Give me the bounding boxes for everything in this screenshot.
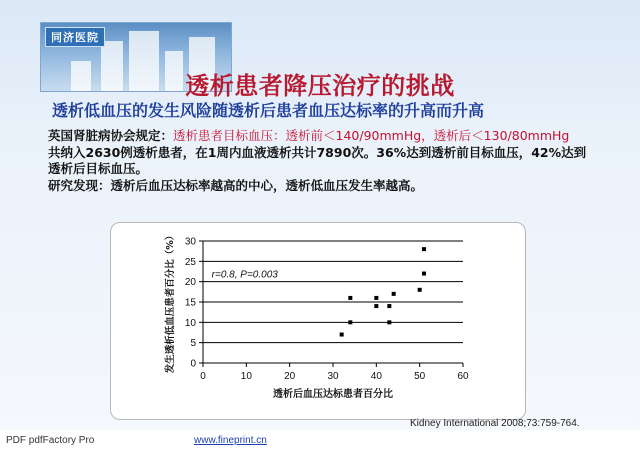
y-tick-label: 30 (184, 236, 196, 248)
chart-container (110, 222, 526, 420)
data-point (418, 288, 422, 292)
hospital-logo: 同济医院 (45, 27, 105, 47)
y-axis-label: 发生透析低血压患者百分比（%） (165, 230, 176, 374)
y-tick-label: 15 (184, 297, 196, 309)
scatter-chart (111, 223, 525, 419)
body-text (48, 128, 596, 194)
data-point (422, 272, 426, 276)
guideline-line (48, 128, 596, 145)
footer (0, 432, 640, 452)
slide-title: 透析患者降压治疗的挑战 (185, 72, 455, 100)
target-bp-text: 透析患者目标血压：透析前＜140/90mmHg，透析后＜130/80mmHg (173, 128, 570, 143)
study-finding: 研究发现：透析后血压达标率越高的中心，透析低血压发生率越高。 (48, 177, 424, 193)
data-point (340, 333, 344, 337)
slide-subtitle: 透析低血压的发生风险随透析后患者血压达标率的升高而升高 (52, 101, 485, 120)
x-tick-label: 50 (414, 371, 426, 382)
x-tick-label: 0 (200, 371, 206, 382)
x-tick-label: 20 (284, 371, 296, 382)
data-point (392, 292, 396, 296)
guideline-prefix: 英国肾脏病协会规定： (48, 128, 174, 143)
data-point (387, 304, 391, 308)
data-point (374, 304, 378, 308)
y-tick-label: 25 (184, 256, 196, 268)
x-axis-label: 透析后血压达标患者百分比 (273, 389, 393, 400)
y-tick-label: 0 (190, 358, 196, 370)
footer-link[interactable]: www.fineprint.cn (194, 435, 267, 446)
x-tick-label: 60 (457, 371, 469, 382)
data-point (348, 296, 352, 300)
footer-pdf-label: PDF pdfFactory Pro (6, 435, 95, 446)
study-summary: 共纳入2630例透析患者，在1周内血液透析共计7890次。36%达到透析前目标血压，42%达到透析后目标血压。 (48, 144, 587, 176)
x-tick-label: 10 (240, 371, 252, 382)
data-point (374, 296, 378, 300)
data-point (348, 320, 352, 324)
y-tick-label: 20 (184, 277, 196, 289)
data-point (387, 320, 391, 324)
x-tick-label: 30 (327, 371, 339, 382)
y-tick-label: 5 (190, 338, 196, 350)
x-tick-label: 40 (370, 371, 382, 382)
data-point (422, 247, 426, 251)
y-tick-label: 10 (184, 317, 196, 329)
correlation-annotation: r=0.8, P=0.003 (211, 269, 278, 281)
citation: Kidney International 2008;73:759-764. (410, 418, 580, 429)
